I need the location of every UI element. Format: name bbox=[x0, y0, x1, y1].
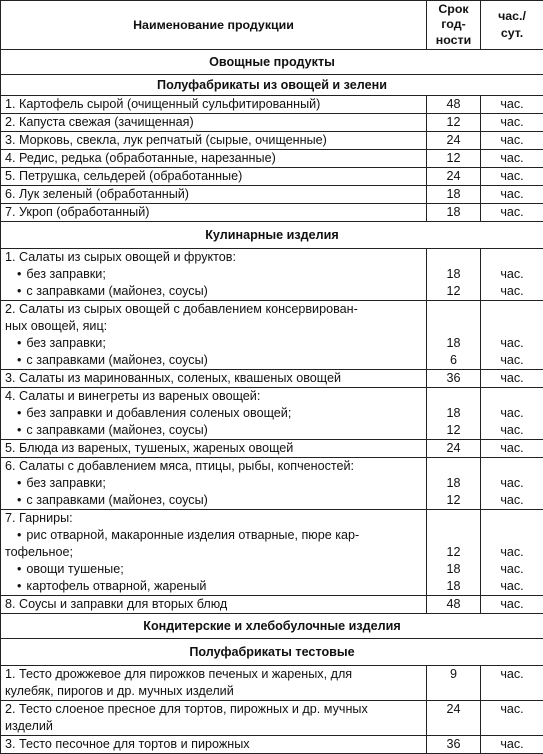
table-row: 1. Тесто дрожжевое для пирожков печеных и жареных, для кулебяк, пирогов и др. мучных изделий 9 час. bbox=[1, 666, 543, 701]
table-row: 2. Салаты из сырых овощей с добавлением консервирован- ных овощей, яиц: • без заправки; • с заправками (майонез, соусы) 18 6 час. час. bbox=[1, 301, 543, 370]
section-semi-dough: Полуфабрикаты тестовые bbox=[1, 639, 543, 666]
table-row: 1. Салаты из сырых овощей и фруктов: • без заправки; • с заправками (майонез, соусы) 18 12 час. час. bbox=[1, 249, 543, 301]
table-row: 1. Картофель сырой (очищенный сульфитированный) 48 час. bbox=[1, 96, 543, 114]
table-row: 2. Тесто слоеное пресное для тортов, пирожных и др. мучных изделий 24 час. bbox=[1, 701, 543, 736]
header-product-name: Наименование продукции bbox=[1, 1, 427, 50]
table-row: 6. Лук зеленый (обработанный) 18 час. bbox=[1, 186, 543, 204]
table-row: 4. Салаты и винегреты из вареных овощей: • без заправки и добавления соленых овощей; • с заправками (майонез, соусы) 18 12 час. час. bbox=[1, 388, 543, 440]
section-semi-veg: Полуфабрикаты из овощей и зелени bbox=[1, 75, 543, 96]
table-row: 5. Петрушка, сельдерей (обработанные) 24 час. bbox=[1, 168, 543, 186]
table-row: 8. Соусы и заправки для вторых блюд 48 час. bbox=[1, 596, 543, 614]
table-header bbox=[1, 1, 543, 50]
section-confectionery: Кондитерские и хлебобулочные изделия bbox=[1, 614, 543, 639]
table-row: 7. Гарниры: • рис отварной, макаронные изделия отварные, пюре кар- тофельное; • овощи тушеные; • картофель отварной, жареный 12 18 18 час. час. час. bbox=[1, 510, 543, 596]
section-vegetables: Овощные продукты bbox=[1, 50, 543, 75]
table-row: 3. Салаты из маринованных, соленых, квашеных овощей 36 час. bbox=[1, 370, 543, 388]
table-row: 3. Тесто песочное для тортов и пирожных 36 час. bbox=[1, 736, 543, 754]
header-unit: час./ сут. bbox=[481, 1, 543, 50]
table-row: 6. Салаты с добавлением мяса, птицы, рыбы, копченостей: • без заправки; • с заправками (майонез, соусы) 18 12 час. час. bbox=[1, 458, 543, 510]
section-culinary: Кулинарные изделия bbox=[1, 222, 543, 249]
header-shelf-life: Срок год- ности bbox=[427, 1, 481, 50]
table-row: 5. Блюда из вареных, тушеных, жареных овощей 24 час. bbox=[1, 440, 543, 458]
table-row: 3. Морковь, свекла, лук репчатый (сырые, очищенные) 24 час. bbox=[1, 132, 543, 150]
table-row: 7. Укроп (обработанный) 18 час. bbox=[1, 204, 543, 222]
table-row: 2. Капуста свежая (зачищенная) 12 час. bbox=[1, 114, 543, 132]
table-row: 4. Редис, редька (обработанные, нарезанные) 12 час. bbox=[1, 150, 543, 168]
